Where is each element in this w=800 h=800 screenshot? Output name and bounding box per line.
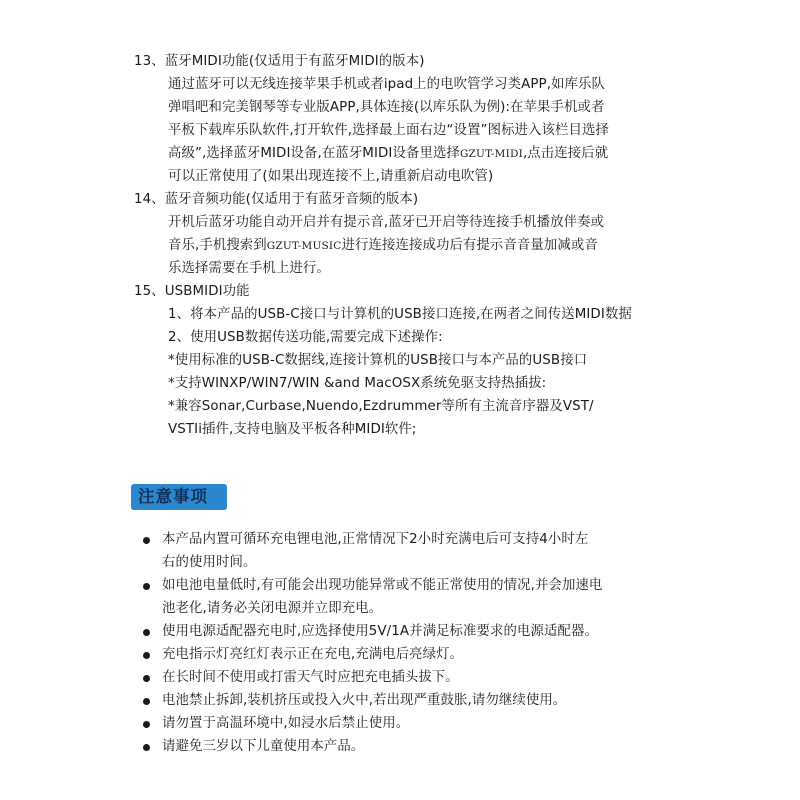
section-14-line-text: 进行连接连接成功后有提示音音量加减或音 <box>341 238 598 253</box>
bullet-dot <box>143 583 150 590</box>
notice-item-line: 如电池电量低时,有可能会出现功能异常或不能正常使用的情况,并会加速电 <box>162 578 603 593</box>
bullet-dot <box>143 652 150 659</box>
section-13-line: 可以正常使用了(如果出现连接不上,请重新启动电吹管) <box>168 169 494 184</box>
section-14-line-text: 音乐,手机搜索到 <box>168 238 267 253</box>
bullet-dot <box>143 744 150 751</box>
section-14-line: 乐选择需要在手机上进行。 <box>168 261 330 276</box>
section-14-line: 开机后蓝牙功能自动开启并有提示音,蓝牙已开启等待连接手机播放伴奏或 <box>168 215 605 230</box>
notice-item-line: 在长时间不使用或打雷天气时应把充电插头拔下。 <box>162 670 459 685</box>
notice-item-line: 电池禁止拆卸,装机挤压或投入火中,若出现严重鼓胀,请勿继续使用。 <box>162 693 567 708</box>
bullet-dot <box>143 537 150 544</box>
section-15-title: 15、USBMIDI功能 <box>134 284 250 299</box>
notice-item-line: 请避免三岁以下儿童使用本产品。 <box>162 739 365 754</box>
section-13-line: 通过蓝牙可以无线连接苹果手机或者ipad上的电吹管学习类APP,如库乐队 <box>168 77 606 92</box>
section-15-line: 2、使用USB数据传送功能,需要完成下述操作: <box>168 330 443 345</box>
notice-item-line: 池老化,请务必关闭电源并立即充电。 <box>162 601 383 616</box>
device-name-midi: GZUT-MIDI <box>459 148 523 160</box>
section-14-line <box>168 235 598 257</box>
section-15-line: *兼容Sonar,Curbase,Nuendo,Ezdrummer等所有主流音序器及VST/ <box>168 399 594 414</box>
notice-heading: 注意事项 <box>138 487 208 506</box>
notice-item-line: 右的使用时间。 <box>162 555 257 570</box>
section-13-title: 13、蓝牙MIDI功能(仅适用于有蓝牙MIDI的版本) <box>134 54 425 69</box>
notice-item-line: 请勿置于高温环境中,如浸水后禁止使用。 <box>162 716 410 731</box>
bullet-dot <box>143 675 150 682</box>
device-name-music: GZUT-MUSIC <box>266 240 342 252</box>
section-13-line <box>168 143 608 165</box>
bullet-dot <box>143 629 150 636</box>
section-15-line: *使用标准的USB-C数据线,连接计算机的USB接口与本产品的USB接口 <box>168 353 588 368</box>
section-13-line-text: 高级”,选择蓝牙MIDI设备,在蓝牙MIDI设备里选择 <box>168 146 460 161</box>
bullet-dot <box>143 698 150 705</box>
section-15-line: *支持WINXP/WIN7/WIN &and MacOSX系统免驱支持热插拔: <box>168 376 547 391</box>
section-14-title: 14、蓝牙音频功能(仅适用于有蓝牙音频的版本) <box>134 192 419 207</box>
notice-item-line: 充电指示灯亮红灯表示正在充电,充满电后亮绿灯。 <box>162 647 464 662</box>
bullet-dot <box>143 721 150 728</box>
section-15-line: VSTIi插件,支持电脑及平板各种MIDI软件; <box>168 422 417 437</box>
section-13-line: 弹唱吧和完美钢琴等专业版APP,具体连接(以库乐队为例):在苹果手机或者 <box>168 100 605 115</box>
section-15-line: 1、将本产品的USB-C接口与计算机的USB接口连接,在两者之间传送MIDI数据 <box>168 307 632 322</box>
notice-item-line: 本产品内置可循环充电锂电池,正常情况下2小时充满电后可支持4小时左 <box>162 532 589 547</box>
notice-item-line: 使用电源适配器充电时,应选择使用5V/1A并满足标准要求的电源适配器。 <box>162 624 598 639</box>
section-13-line-text: ,点击连接后就 <box>522 146 609 161</box>
section-13-line: 平板下载库乐队软件,打开软件,选择最上面右边“设置”图标进入该栏目选择 <box>168 123 609 138</box>
